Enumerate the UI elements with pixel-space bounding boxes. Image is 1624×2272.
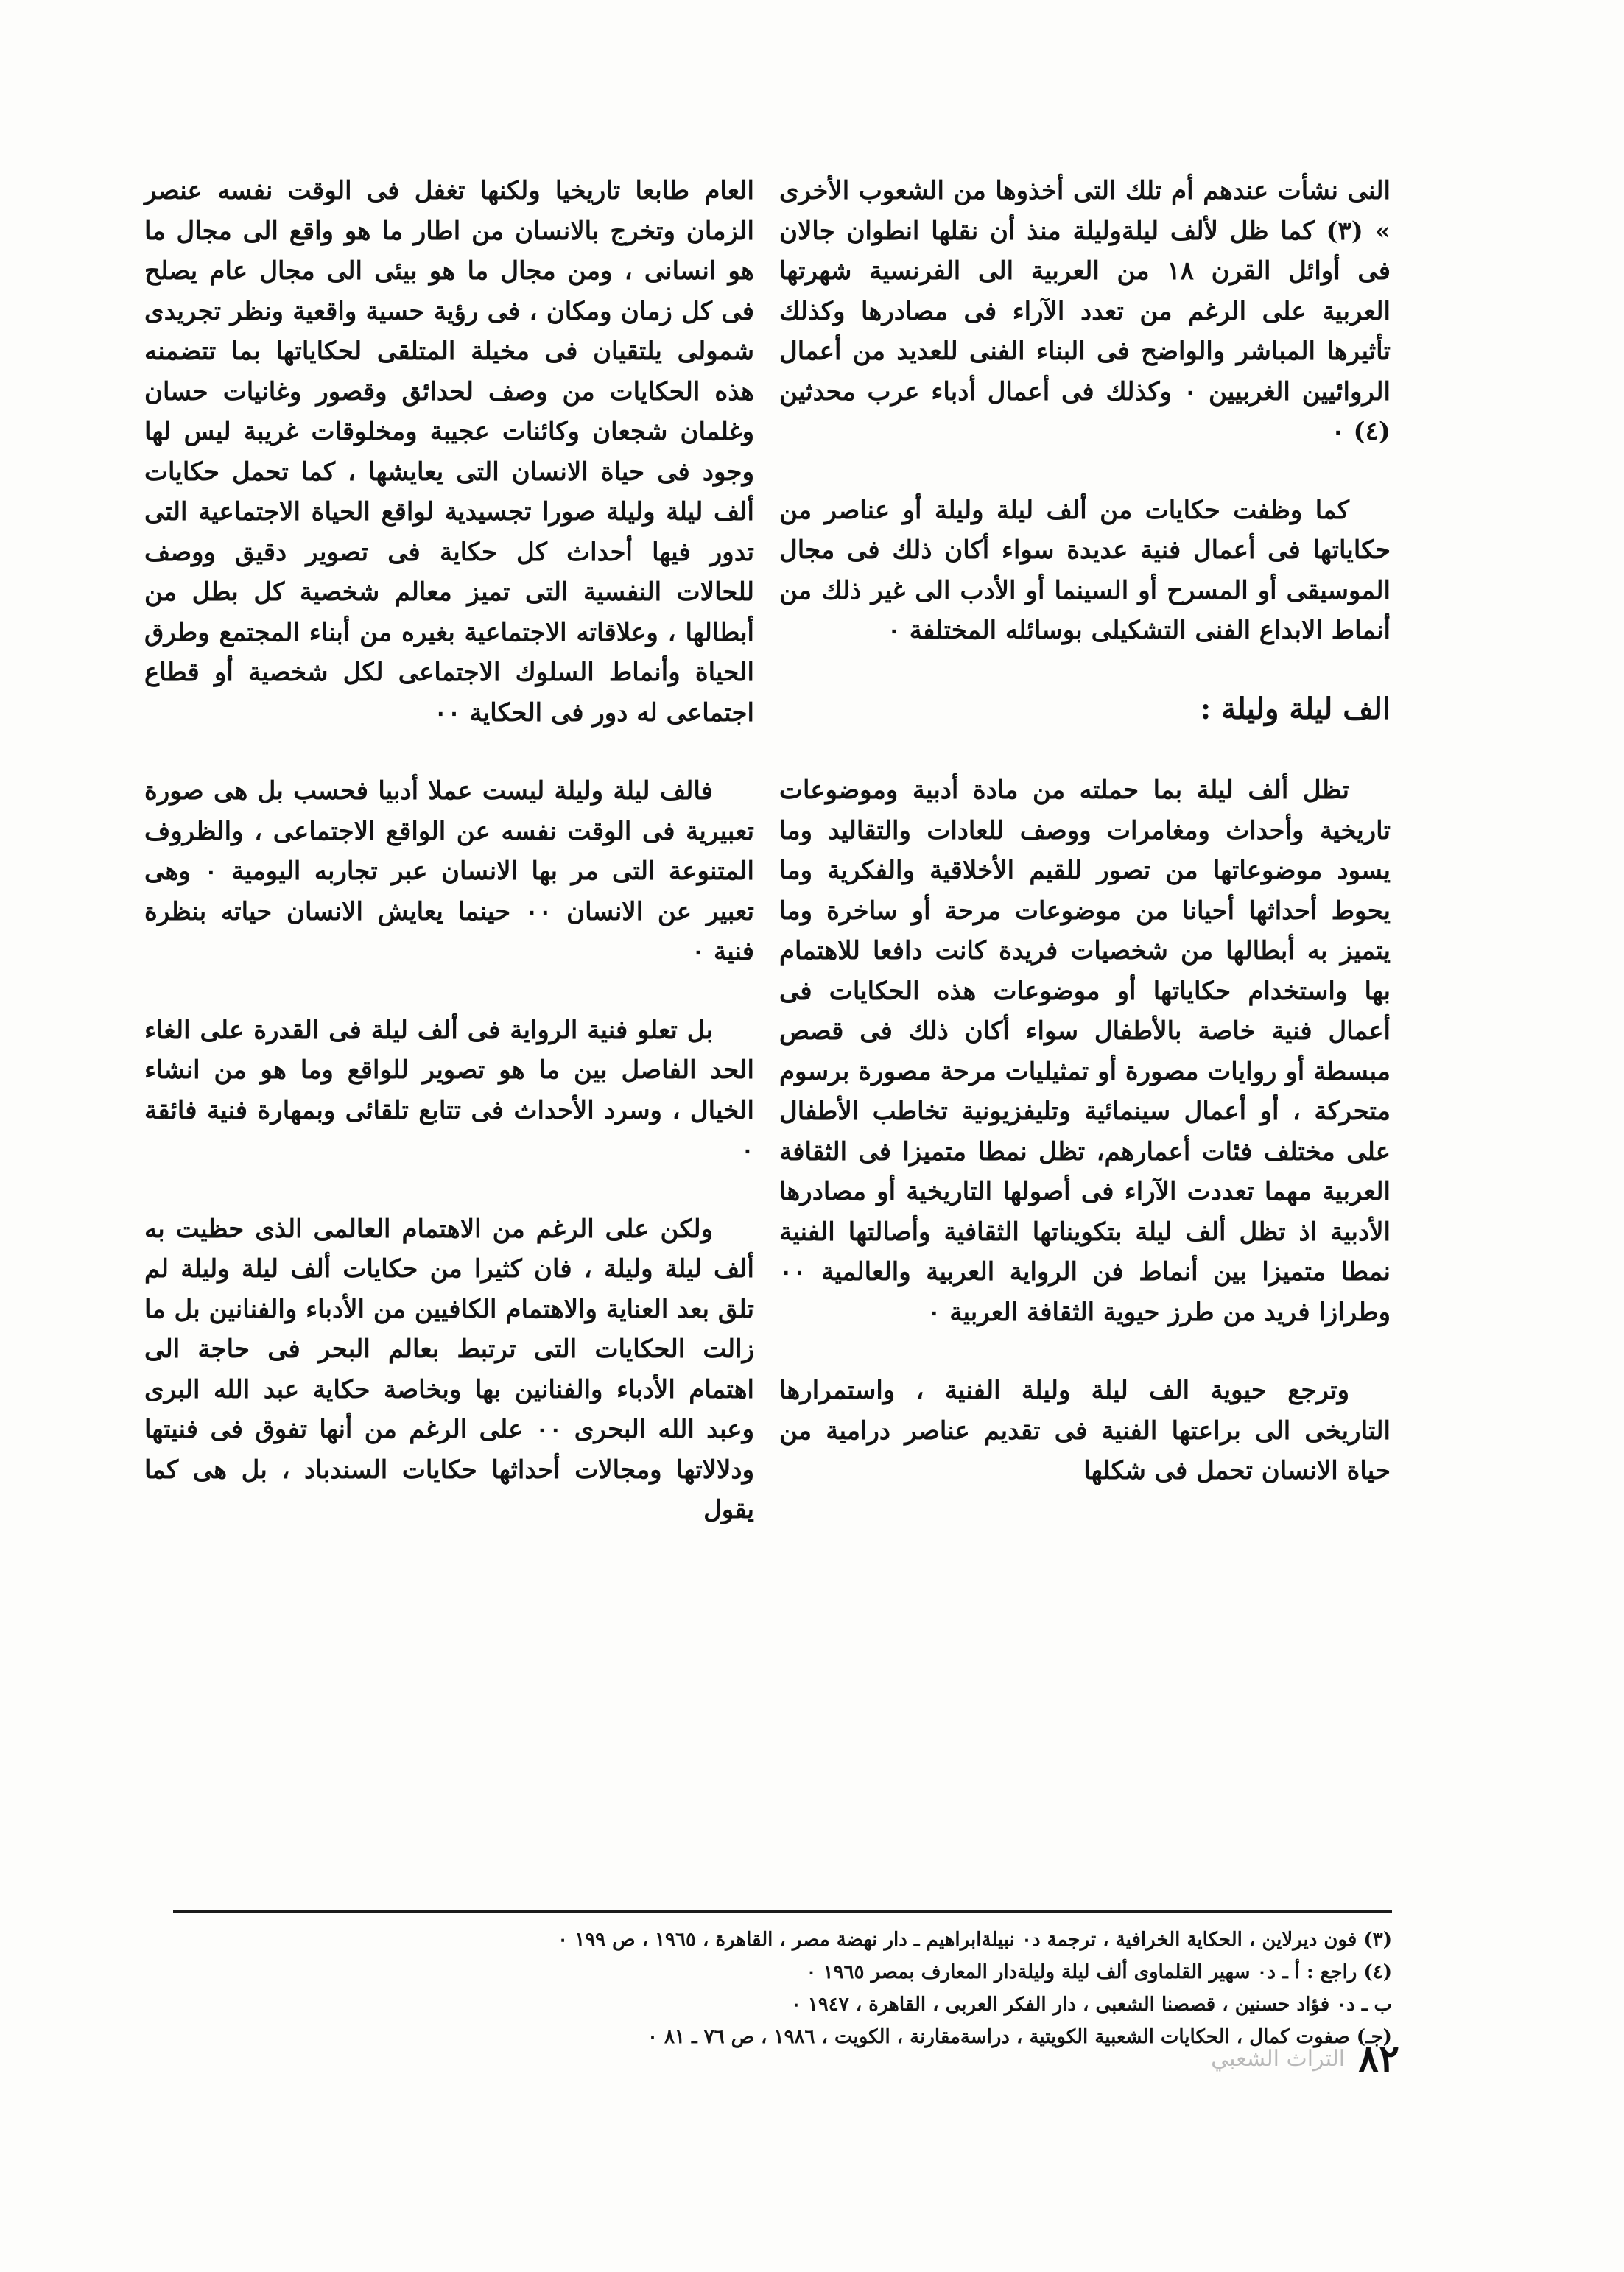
page-number: ٨٢ — [1358, 2036, 1399, 2081]
running-head: التراث الشعبي — [1211, 2045, 1346, 2072]
section-heading: الف ليلة وليلة : — [1200, 691, 1391, 726]
body-paragraph: فالف ليلة وليلة ليست عملا أدبيا فحسب بل هى صورة تعبيرية فى الوقت نفسه عن الواقع الاجتماعى ، والظروف المتنوعة التى مر بها الانسان عبر تجاربه اليومية ٠ وهى تعبير عن الانسان ٠٠ حينما يعايش الانسان حياته بنظرة فنية ٠ — [144, 776, 754, 966]
body-paragraph: تظل ألف ليلة بما حملته من مادة أدبية وموضوعات تاريخية وأحداث ومغامرات ووصف للعادات والتقاليد وما يسود موضوعاتها من تصور للقيم الأخلاقية والفكرية وما يحوط أحداثها أحيانا من موضوعات مرحة أو ساخرة وما يتميز به أبطالها من شخصيات فريدة كانت دافعا للاهتمام بها واستخدام حكاياتها أو موضوعات هذه الحكايات فى أعمال فنية خاصة بالأطفال سواء أكان ذلك فى قصص مبسطة أو روايات مصورة أو تمثيليات مرحة مصورة برسوم متحركة ، أو أعمال سينمائية وتليفزيونية تخاطب الأطفال على مختلف فئات أعمارهم، تظل نمطا متميزا فى الثقافة العربية مهما تعددت الآراء فى أصولها التاريخية أو مصادرها الأدبية اذ تظل ألف ليلة بتكويناتها الثقافية وأصالتها الفنية نمطا متميزا بين أنماط فن الرواية العربية والعالمية ٠٠ وطرازا فريد من طرز حيوية الثقافة العربية ٠ — [779, 775, 1391, 1327]
footnote-item: (٣) فون ديرلاين ، الحكاية الخرافية ، ترجمة د٠ نبيلةابراهيم ـ دار نهضة مصر ، القاهرة ، ١٩٦٥ ، ص ١٩٩ ٠ — [558, 1929, 1392, 1951]
body-paragraph: كما وظفت حكايات من ألف ليلة وليلة أو عناصر من حكاياتها فى أعمال فنية عديدة سواء أكان ذلك فى مجال الموسيقى أو المسرح أو السينما أو الأدب الى غير ذلك من أنماط الابداع الفنى التشكيلى بوسائله المختلفة ٠ — [779, 495, 1391, 645]
footnote-item: ب ـ د٠ فؤاد حسنين ، قصصنا الشعبى ، دار الفكر العربى ، القاهرة ، ١٩٤٧ ٠ — [790, 1994, 1392, 2016]
body-paragraph: العام طابعا تاريخيا ولكنها تغفل فى الوقت نفسه عنصر الزمان وتخرج بالانسان من اطار ما هو واقع الى مجال ما هو انسانى ، ومن مجال ما هو بيئى الى مجال عام يصلح فى كل زمان ومكان ، فى رؤية حسية واقعية ونظر تجريدى شمولى يلتقيان فى مخيلة المتلقى لحكاياتها بما تتضمنه هذه الحكايات من وصف لحدائق وقصور وغانيات حسان وغلمان شجعان وكائنات عجيبة ومخلوقات غريبة ليس لها وجود فى حياة الانسان التى يعايشها ، كما تحمل حكايات ألف ليلة وليلة صورا تجسيدية لواقع الحياة الاجتماعية التى تدور فيها أحداث كل حكاية فى تصوير دقيق ووصف للحالات النفسية التى تميز معالم شخصية كل بطل من أبطالها ، وعلاقاته الاجتماعية بغيره من أبناء المجتمع وطرق الحياة وأنماط السلوك الاجتماعى لكل شخصية أو قطاع اجتماعى له دور فى الحكاية ٠٠ — [144, 176, 754, 728]
body-paragraph: بل تعلو فنية الرواية فى ألف ليلة فى القدرة على الغاء الحد الفاصل بين ما هو تصوير للواقع وما هو من انشاء الخيال ، وسرد الأحداث فى تتابع تلقائى وبمهارة فنية فائقة ٠ — [144, 1015, 754, 1165]
body-paragraph: النى نشأت عندهم أم تلك التى أخذوها من الشعوب الأخرى » (٣) كما ظل لألف ليلةوليلة منذ أن نقلها انطوان جالان فى أوائل القرن ١٨ من العربية الى الفرنسية شهرتها العربية على الرغم من تعدد الآراء فى مصادرها وكذلك تأثيرها المباشر والواضح فى البناء الفنى للعديد من أعمال الروائيين الغربيين ٠ وكذلك فى أعمال أدباء عرب محدثين (٤) ٠ — [779, 176, 1391, 446]
right-text-column — [779, 171, 1391, 1530]
left-text-column — [144, 171, 754, 1569]
body-paragraph: ولكن على الرغم من الاهتمام العالمى الذى حظيت به ألف ليلة وليلة ، فان كثيرا من حكايات ألف ليلة وليلة لم تلق بعد العناية والاهتمام الكافيين من الأدباء والفنانين بل ما زالت الحكايات التى ترتبط بعالم البحر فى حاجة الى اهتمام الأدباء والفنانين بها وبخاصة حكاية عبد الله البرى وعبد الله البحرى ٠٠ على الرغم من أنها تفوق فى فنيتها ودلالاتها ومجالات أحداثها حكايات السندباد ، بل هى كما يقول — [144, 1214, 754, 1524]
body-paragraph: وترجع حيوية الف ليلة وليلة الفنية ، واستمرارها التاريخى الى براعتها الفنية فى تقديم عناصر درامية من حياة الانسان تحمل فى شكلها — [779, 1376, 1391, 1485]
footnote-item: (٤) راجع : أ ـ د٠ سهير القلماوى ألف ليلة وليلةدار المعارف بمصر ١٩٦٥ ٠ — [806, 1961, 1392, 1983]
page-footer — [1053, 2033, 1399, 2084]
footnote-divider — [173, 1910, 1392, 1913]
footnote-item: (جـ) صفوت كمال ، الحكايات الشعبية الكويتية ، دراسةمقارنة ، الكويت ، ١٩٨٦ ، ص ٧٦ ـ ٨١ ٠ — [647, 2026, 1392, 2048]
